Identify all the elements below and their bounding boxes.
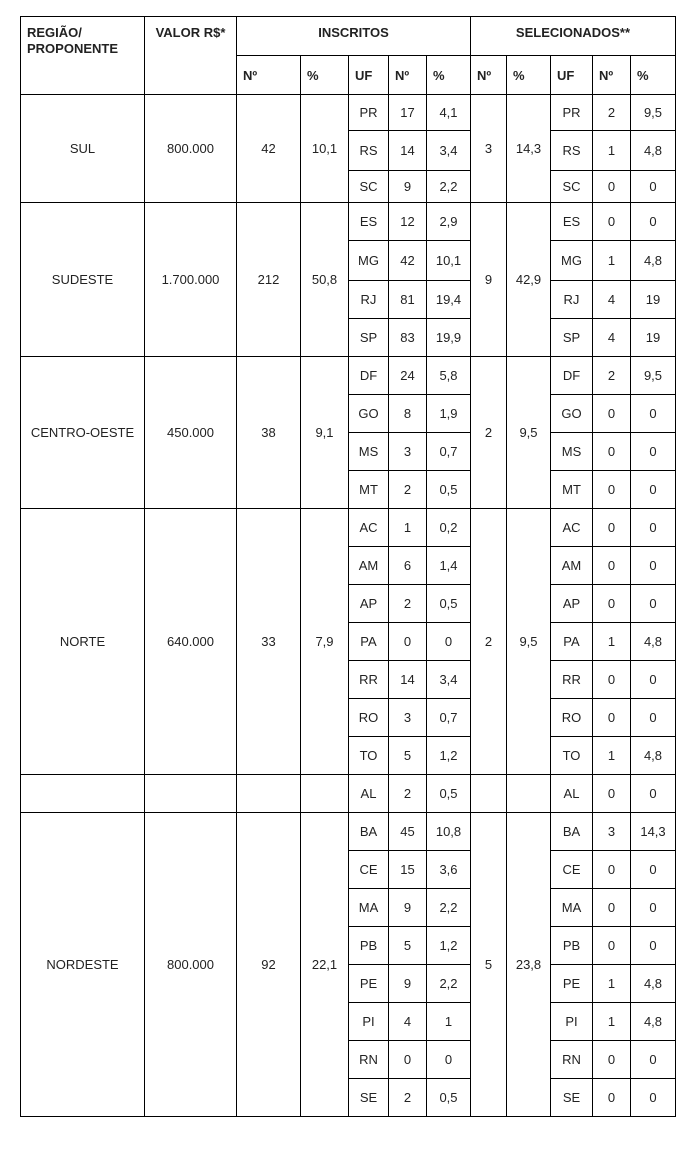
selecionados-uf-pct: 19 bbox=[631, 319, 676, 357]
selecionados-uf: PI bbox=[551, 1003, 593, 1041]
region-name: CENTRO-OESTE bbox=[21, 357, 145, 509]
inscritos-total-n: 42 bbox=[237, 95, 301, 203]
inscritos-uf-n: 24 bbox=[389, 357, 427, 395]
inscritos-uf: AM bbox=[349, 547, 389, 585]
selecionados-uf: BA bbox=[551, 813, 593, 851]
selecionados-uf-n: 2 bbox=[593, 357, 631, 395]
selecionados-uf-n: 4 bbox=[593, 281, 631, 319]
selecionados-uf-n: 0 bbox=[593, 585, 631, 623]
selecionados-uf-pct: 0 bbox=[631, 471, 676, 509]
inscritos-uf: MS bbox=[349, 433, 389, 471]
selecionados-uf-pct: 0 bbox=[631, 395, 676, 433]
inscritos-uf: TO bbox=[349, 737, 389, 775]
selecionados-uf-n: 4 bbox=[593, 319, 631, 357]
inscritos-uf-n: 9 bbox=[389, 171, 427, 203]
selecionados-uf-n: 0 bbox=[593, 471, 631, 509]
selecionados-uf-n: 0 bbox=[593, 661, 631, 699]
selecionados-uf-pct: 0 bbox=[631, 203, 676, 241]
selecionados-uf: RN bbox=[551, 1041, 593, 1079]
selecionados-total-pct: 9,5 bbox=[507, 357, 551, 509]
region-data-table bbox=[20, 16, 676, 1117]
selecionados-uf-pct: 9,5 bbox=[631, 357, 676, 395]
region-value: 640.000 bbox=[145, 509, 237, 775]
header-regiao: REGIÃO/ PROPONENTE bbox=[21, 17, 145, 95]
selecionados-total-n: 2 bbox=[471, 357, 507, 509]
inscritos-uf-n: 6 bbox=[389, 547, 427, 585]
selecionados-uf-pct: 0 bbox=[631, 585, 676, 623]
inscritos-uf-n: 3 bbox=[389, 433, 427, 471]
inscritos-uf-pct: 1,2 bbox=[427, 737, 471, 775]
inscritos-uf: RJ bbox=[349, 281, 389, 319]
inscritos-uf-n: 5 bbox=[389, 737, 427, 775]
selecionados-uf: RJ bbox=[551, 281, 593, 319]
inscritos-total-n: 92 bbox=[237, 813, 301, 1117]
inscritos-uf-pct: 0,5 bbox=[427, 1079, 471, 1117]
selecionados-uf: ES bbox=[551, 203, 593, 241]
selecionados-uf: RO bbox=[551, 699, 593, 737]
selecionados-uf-pct: 0 bbox=[631, 509, 676, 547]
inscritos-uf-pct: 0,7 bbox=[427, 699, 471, 737]
table-row bbox=[21, 203, 676, 241]
subheader-inscritos-uf-n: Nº bbox=[389, 56, 427, 95]
selecionados-total-n bbox=[471, 775, 507, 813]
selecionados-total-n: 9 bbox=[471, 203, 507, 357]
inscritos-total-pct: 50,8 bbox=[301, 203, 349, 357]
region-name: SUDESTE bbox=[21, 203, 145, 357]
inscritos-total-n: 38 bbox=[237, 357, 301, 509]
region-value: 800.000 bbox=[145, 813, 237, 1117]
selecionados-uf-pct: 4,8 bbox=[631, 241, 676, 281]
selecionados-uf-pct: 0 bbox=[631, 775, 676, 813]
inscritos-uf-n: 2 bbox=[389, 1079, 427, 1117]
inscritos-uf: PR bbox=[349, 95, 389, 131]
subheader-selecionados-n: Nº bbox=[471, 56, 507, 95]
inscritos-uf: ES bbox=[349, 203, 389, 241]
inscritos-uf-pct: 4,1 bbox=[427, 95, 471, 131]
inscritos-uf-pct: 0,7 bbox=[427, 433, 471, 471]
inscritos-uf-n: 2 bbox=[389, 585, 427, 623]
selecionados-uf: AL bbox=[551, 775, 593, 813]
selecionados-uf-n: 0 bbox=[593, 395, 631, 433]
selecionados-total-n: 5 bbox=[471, 813, 507, 1117]
selecionados-uf-n: 1 bbox=[593, 241, 631, 281]
selecionados-uf-n: 0 bbox=[593, 171, 631, 203]
inscritos-total-pct: 10,1 bbox=[301, 95, 349, 203]
inscritos-uf-pct: 19,4 bbox=[427, 281, 471, 319]
inscritos-uf-pct: 0,5 bbox=[427, 471, 471, 509]
inscritos-total-pct: 7,9 bbox=[301, 509, 349, 775]
selecionados-uf: SC bbox=[551, 171, 593, 203]
inscritos-uf-pct: 3,4 bbox=[427, 131, 471, 171]
selecionados-uf-pct: 4,8 bbox=[631, 737, 676, 775]
inscritos-uf-pct: 1,9 bbox=[427, 395, 471, 433]
inscritos-uf-n: 0 bbox=[389, 623, 427, 661]
inscritos-uf-n: 12 bbox=[389, 203, 427, 241]
selecionados-uf-n: 0 bbox=[593, 699, 631, 737]
region-value: 450.000 bbox=[145, 357, 237, 509]
selecionados-uf: MA bbox=[551, 889, 593, 927]
inscritos-uf-pct: 10,8 bbox=[427, 813, 471, 851]
selecionados-uf: SP bbox=[551, 319, 593, 357]
header-valor: VALOR R$* bbox=[145, 17, 237, 95]
subheader-selecionados-uf-pct: % bbox=[631, 56, 676, 95]
inscritos-uf-n: 8 bbox=[389, 395, 427, 433]
selecionados-uf-pct: 0 bbox=[631, 927, 676, 965]
inscritos-uf-n: 5 bbox=[389, 927, 427, 965]
subheader-inscritos-uf: UF bbox=[349, 56, 389, 95]
inscritos-uf-pct: 2,2 bbox=[427, 171, 471, 203]
table-row bbox=[21, 357, 676, 395]
inscritos-uf: PA bbox=[349, 623, 389, 661]
selecionados-total-n: 2 bbox=[471, 509, 507, 775]
selecionados-uf: MS bbox=[551, 433, 593, 471]
selecionados-uf-pct: 0 bbox=[631, 889, 676, 927]
inscritos-total-pct: 22,1 bbox=[301, 813, 349, 1117]
inscritos-uf-pct: 3,6 bbox=[427, 851, 471, 889]
region-value: 800.000 bbox=[145, 95, 237, 203]
inscritos-uf: RN bbox=[349, 1041, 389, 1079]
selecionados-total-pct bbox=[507, 775, 551, 813]
inscritos-uf-n: 4 bbox=[389, 1003, 427, 1041]
selecionados-uf-n: 0 bbox=[593, 1079, 631, 1117]
selecionados-uf-n: 1 bbox=[593, 965, 631, 1003]
inscritos-uf: CE bbox=[349, 851, 389, 889]
region-name: NORTE bbox=[21, 509, 145, 775]
selecionados-uf-n: 0 bbox=[593, 433, 631, 471]
inscritos-uf-pct: 2,9 bbox=[427, 203, 471, 241]
subheader-inscritos-uf-pct: % bbox=[427, 56, 471, 95]
inscritos-uf-n: 14 bbox=[389, 131, 427, 171]
selecionados-uf: DF bbox=[551, 357, 593, 395]
inscritos-uf: SP bbox=[349, 319, 389, 357]
selecionados-total-n: 3 bbox=[471, 95, 507, 203]
selecionados-uf-pct: 4,8 bbox=[631, 623, 676, 661]
subheader-selecionados-uf: UF bbox=[551, 56, 593, 95]
selecionados-uf-pct: 0 bbox=[631, 1079, 676, 1117]
inscritos-uf-pct: 3,4 bbox=[427, 661, 471, 699]
inscritos-uf-pct: 0 bbox=[427, 1041, 471, 1079]
inscritos-uf-pct: 2,2 bbox=[427, 889, 471, 927]
table-row bbox=[21, 95, 676, 131]
selecionados-uf: TO bbox=[551, 737, 593, 775]
inscritos-uf-pct: 19,9 bbox=[427, 319, 471, 357]
selecionados-uf-n: 0 bbox=[593, 775, 631, 813]
inscritos-uf: PE bbox=[349, 965, 389, 1003]
selecionados-total-pct: 23,8 bbox=[507, 813, 551, 1117]
selecionados-uf-pct: 19 bbox=[631, 281, 676, 319]
region-value: 1.700.000 bbox=[145, 203, 237, 357]
inscritos-total-n: 33 bbox=[237, 509, 301, 775]
selecionados-uf: PA bbox=[551, 623, 593, 661]
inscritos-uf-n: 81 bbox=[389, 281, 427, 319]
inscritos-uf: RO bbox=[349, 699, 389, 737]
inscritos-uf-pct: 1,4 bbox=[427, 547, 471, 585]
inscritos-uf-n: 1 bbox=[389, 509, 427, 547]
inscritos-uf-n: 83 bbox=[389, 319, 427, 357]
selecionados-uf: SE bbox=[551, 1079, 593, 1117]
selecionados-uf-pct: 0 bbox=[631, 171, 676, 203]
selecionados-total-pct: 14,3 bbox=[507, 95, 551, 203]
inscritos-uf: MG bbox=[349, 241, 389, 281]
region-value bbox=[145, 775, 237, 813]
selecionados-uf-pct: 4,8 bbox=[631, 131, 676, 171]
selecionados-uf-pct: 4,8 bbox=[631, 1003, 676, 1041]
selecionados-uf: AP bbox=[551, 585, 593, 623]
inscritos-uf-pct: 5,8 bbox=[427, 357, 471, 395]
header-selecionados: SELECIONADOS** bbox=[471, 17, 676, 56]
selecionados-uf-n: 2 bbox=[593, 95, 631, 131]
selecionados-uf-pct: 9,5 bbox=[631, 95, 676, 131]
selecionados-total-pct: 9,5 bbox=[507, 509, 551, 775]
inscritos-uf: MT bbox=[349, 471, 389, 509]
subheader-inscritos-n: Nº bbox=[237, 56, 301, 95]
selecionados-uf-n: 0 bbox=[593, 889, 631, 927]
selecionados-uf-n: 0 bbox=[593, 927, 631, 965]
inscritos-uf: AC bbox=[349, 509, 389, 547]
table-row bbox=[21, 813, 676, 851]
inscritos-uf: SE bbox=[349, 1079, 389, 1117]
inscritos-uf-n: 42 bbox=[389, 241, 427, 281]
inscritos-uf-pct: 10,1 bbox=[427, 241, 471, 281]
inscritos-uf-pct: 1,2 bbox=[427, 927, 471, 965]
selecionados-uf: GO bbox=[551, 395, 593, 433]
inscritos-uf: GO bbox=[349, 395, 389, 433]
inscritos-total-pct bbox=[301, 775, 349, 813]
table-body bbox=[21, 95, 676, 1117]
selecionados-total-pct: 42,9 bbox=[507, 203, 551, 357]
selecionados-uf-n: 0 bbox=[593, 509, 631, 547]
region-name: NORDESTE bbox=[21, 813, 145, 1117]
inscritos-uf-n: 17 bbox=[389, 95, 427, 131]
selecionados-uf: AM bbox=[551, 547, 593, 585]
selecionados-uf-n: 0 bbox=[593, 851, 631, 889]
inscritos-uf: AP bbox=[349, 585, 389, 623]
selecionados-uf-pct: 14,3 bbox=[631, 813, 676, 851]
selecionados-uf-n: 1 bbox=[593, 623, 631, 661]
selecionados-uf: CE bbox=[551, 851, 593, 889]
inscritos-total-n bbox=[237, 775, 301, 813]
selecionados-uf-n: 1 bbox=[593, 131, 631, 171]
header-inscritos: INSCRITOS bbox=[237, 17, 471, 56]
inscritos-total-n: 212 bbox=[237, 203, 301, 357]
inscritos-uf-pct: 0,5 bbox=[427, 585, 471, 623]
inscritos-uf-pct: 0,2 bbox=[427, 509, 471, 547]
selecionados-uf: AC bbox=[551, 509, 593, 547]
inscritos-uf-n: 2 bbox=[389, 471, 427, 509]
inscritos-uf: RR bbox=[349, 661, 389, 699]
subheader-selecionados-uf-n: Nº bbox=[593, 56, 631, 95]
selecionados-uf-n: 0 bbox=[593, 203, 631, 241]
inscritos-uf: PB bbox=[349, 927, 389, 965]
inscritos-uf-n: 14 bbox=[389, 661, 427, 699]
selecionados-uf-pct: 0 bbox=[631, 699, 676, 737]
inscritos-total-pct: 9,1 bbox=[301, 357, 349, 509]
inscritos-uf-n: 9 bbox=[389, 889, 427, 927]
selecionados-uf-n: 1 bbox=[593, 737, 631, 775]
inscritos-uf: DF bbox=[349, 357, 389, 395]
selecionados-uf: PB bbox=[551, 927, 593, 965]
inscritos-uf-pct: 0 bbox=[427, 623, 471, 661]
inscritos-uf: PI bbox=[349, 1003, 389, 1041]
inscritos-uf-n: 9 bbox=[389, 965, 427, 1003]
selecionados-uf-n: 3 bbox=[593, 813, 631, 851]
subheader-inscritos-pct: % bbox=[301, 56, 349, 95]
inscritos-uf: RS bbox=[349, 131, 389, 171]
selecionados-uf-pct: 0 bbox=[631, 851, 676, 889]
inscritos-uf-n: 2 bbox=[389, 775, 427, 813]
region-name: SUL bbox=[21, 95, 145, 203]
region-name bbox=[21, 775, 145, 813]
selecionados-uf: PE bbox=[551, 965, 593, 1003]
selecionados-uf-pct: 0 bbox=[631, 1041, 676, 1079]
inscritos-uf-n: 15 bbox=[389, 851, 427, 889]
subheader-selecionados-pct: % bbox=[507, 56, 551, 95]
selecionados-uf-n: 0 bbox=[593, 547, 631, 585]
selecionados-uf-n: 1 bbox=[593, 1003, 631, 1041]
inscritos-uf-pct: 2,2 bbox=[427, 965, 471, 1003]
selecionados-uf: RR bbox=[551, 661, 593, 699]
inscritos-uf-n: 45 bbox=[389, 813, 427, 851]
inscritos-uf-pct: 0,5 bbox=[427, 775, 471, 813]
selecionados-uf-pct: 0 bbox=[631, 433, 676, 471]
selecionados-uf-n: 0 bbox=[593, 1041, 631, 1079]
selecionados-uf-pct: 0 bbox=[631, 661, 676, 699]
selecionados-uf-pct: 4,8 bbox=[631, 965, 676, 1003]
selecionados-uf: RS bbox=[551, 131, 593, 171]
inscritos-uf: MA bbox=[349, 889, 389, 927]
table-row bbox=[21, 775, 676, 813]
inscritos-uf: SC bbox=[349, 171, 389, 203]
inscritos-uf: AL bbox=[349, 775, 389, 813]
selecionados-uf: MT bbox=[551, 471, 593, 509]
inscritos-uf: BA bbox=[349, 813, 389, 851]
selecionados-uf-pct: 0 bbox=[631, 547, 676, 585]
inscritos-uf-pct: 1 bbox=[427, 1003, 471, 1041]
table-row bbox=[21, 509, 676, 547]
inscritos-uf-n: 0 bbox=[389, 1041, 427, 1079]
inscritos-uf-n: 3 bbox=[389, 699, 427, 737]
selecionados-uf: PR bbox=[551, 95, 593, 131]
selecionados-uf: MG bbox=[551, 241, 593, 281]
